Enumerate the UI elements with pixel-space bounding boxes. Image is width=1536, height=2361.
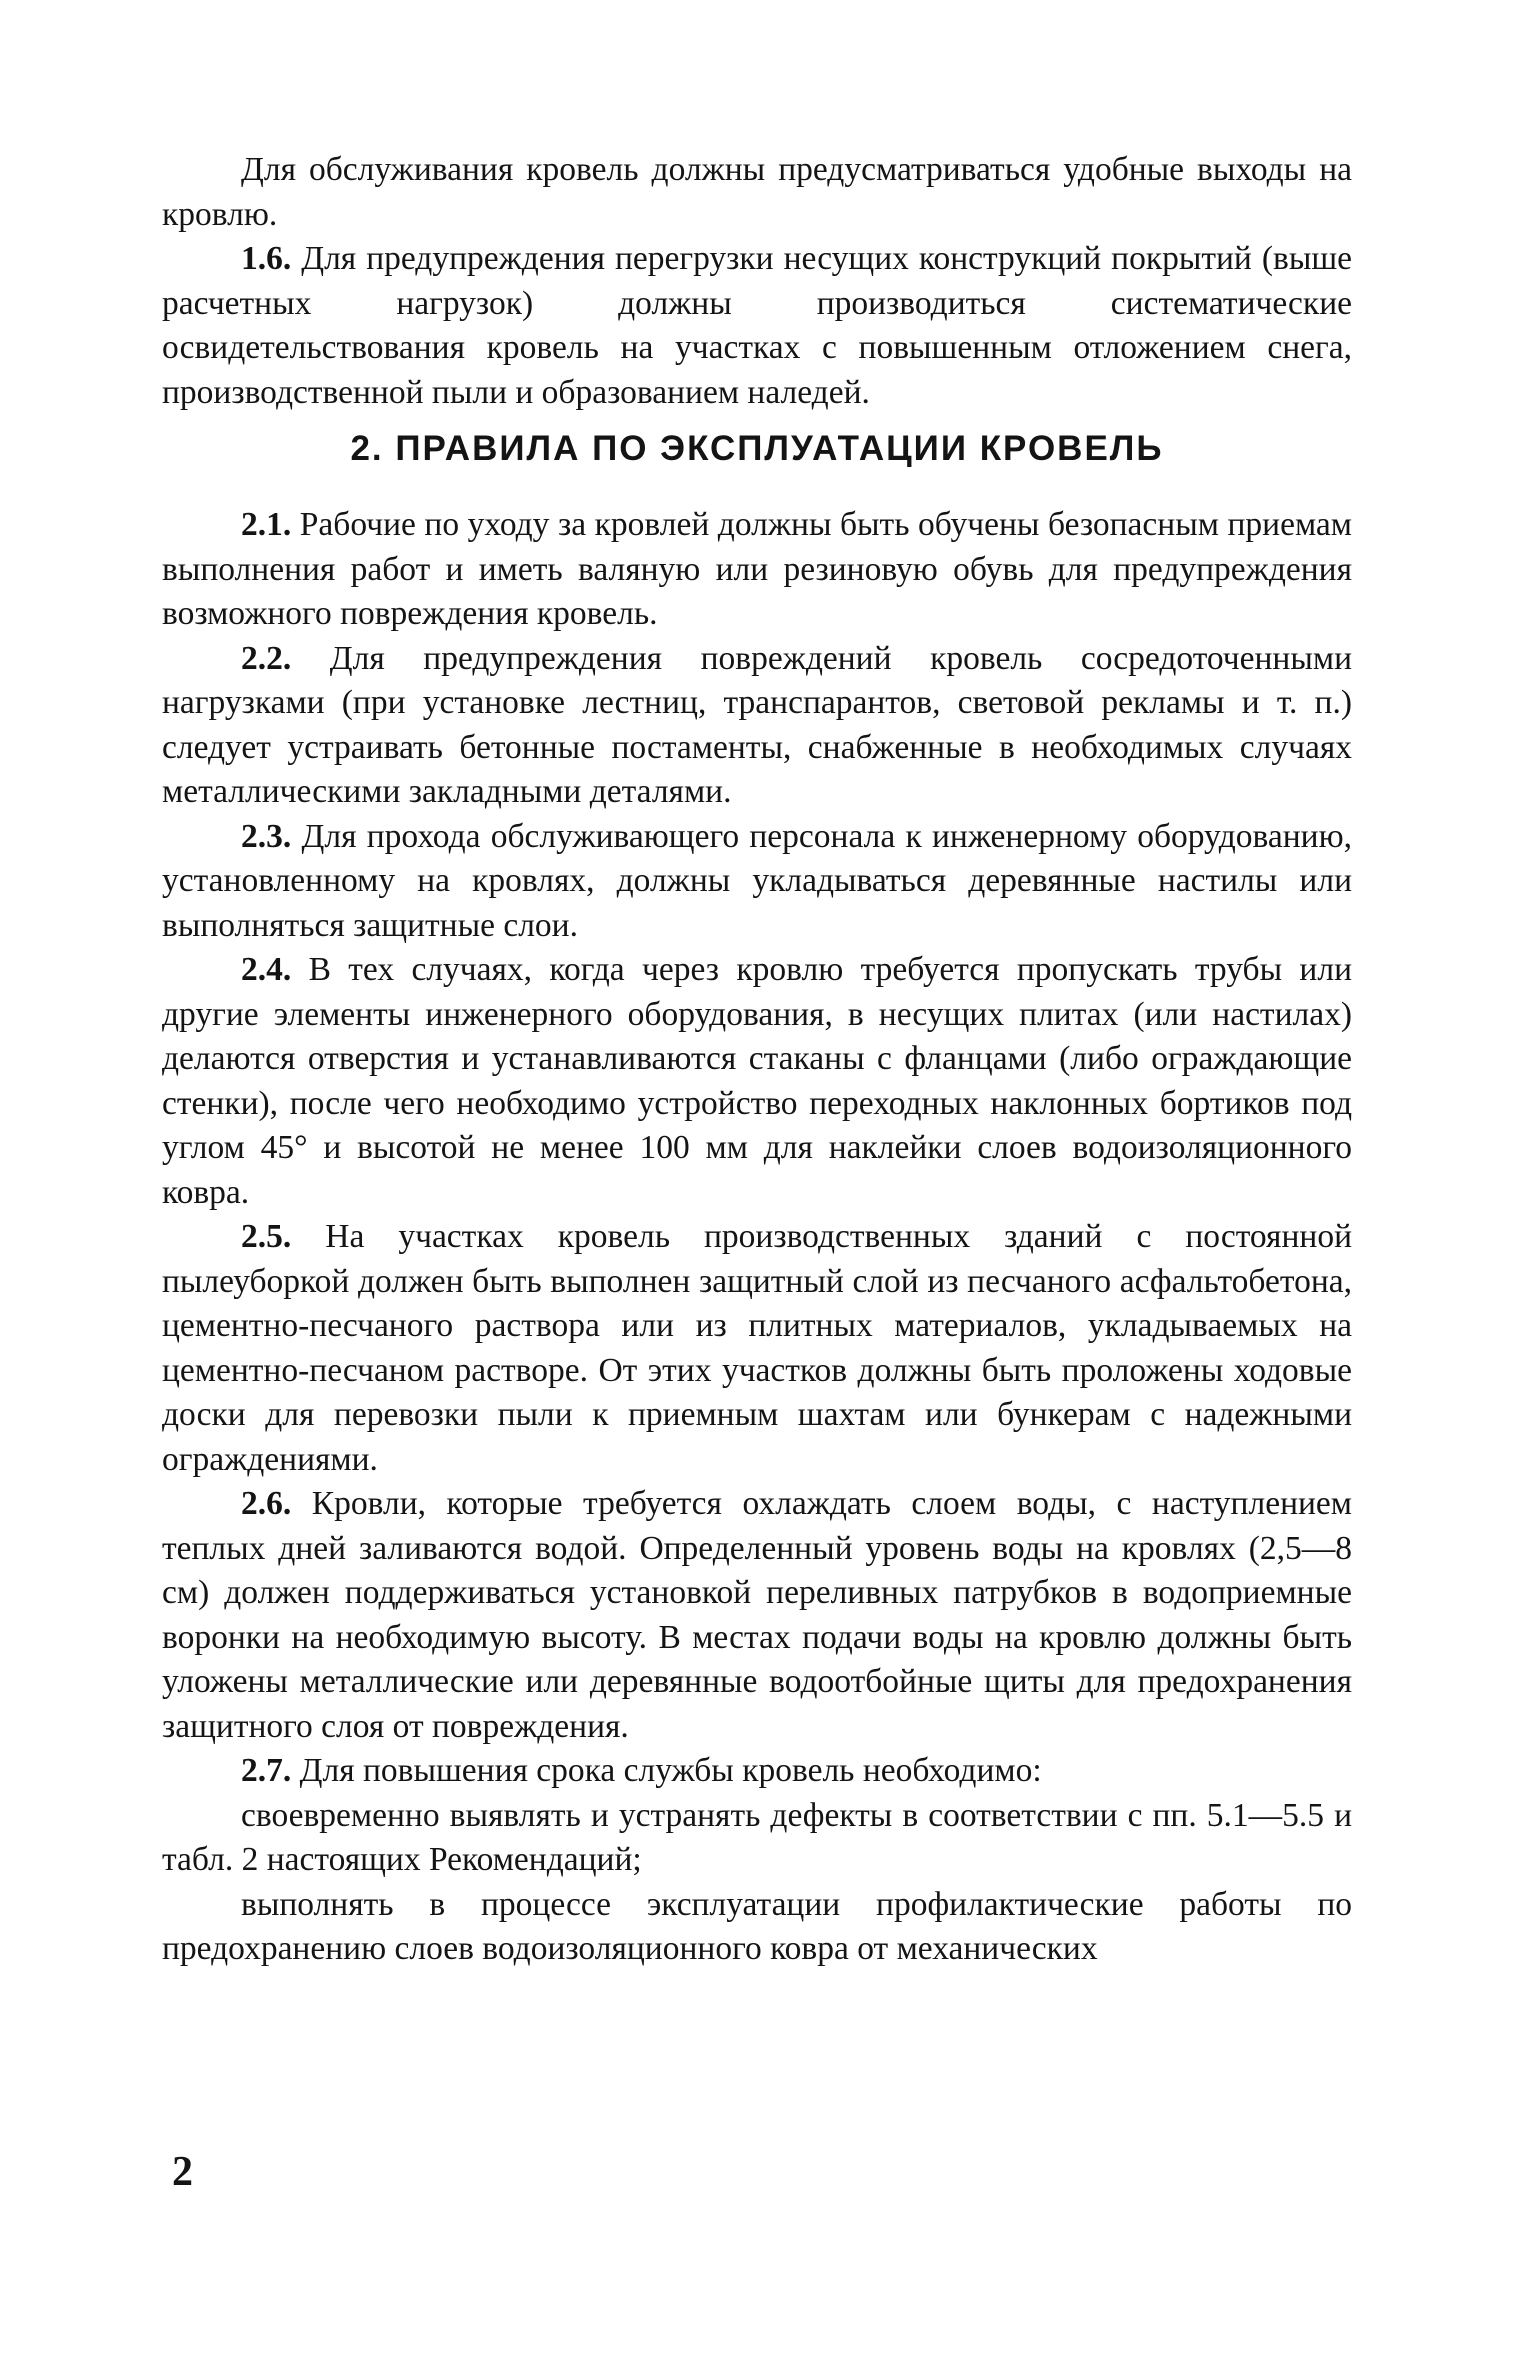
paragraph-1-6 [162, 237, 1352, 415]
paragraph-text: В тех случаях, когда через кровлю требуется пропускать трубы или другие элементы инженерного оборудования, в несущих плитах (или настилах) делаются отверстия и устанавливаются стаканы с фланцами (либо ограждающие стенки), после чего необходимо устройство переходных наклонных бортиков под углом 45° и высотой не менее 100 мм для наклейки слоев водоизоляционного ковра. [162, 951, 1352, 1211]
paragraph-2-4 [162, 948, 1352, 1215]
paragraph-number: 2.2. [241, 639, 292, 677]
paragraph-number: 2.3. [241, 817, 292, 855]
paragraph-2-6 [162, 1482, 1352, 1749]
paragraph-text: Для прохода обслуживающего персонала к инженерному оборудованию, установленному на кровлях, должны укладываться деревянные настилы или выполняться защитные слои. [162, 817, 1352, 944]
paragraph-text: На участках кровель производственных зданий с постоянной пылеуборкой должен быть выполнен защитный слой из песчаного асфальтобетона, цементно-песчаного раствора или из плитных материалов, укладываемых на цементно-песчаном растворе. От этих участков должны быть проложены ходовые доски для перевозки пыли к приемным шахтам или бункерам с надежными ограждениями. [162, 1218, 1352, 1478]
page-number: 2 [172, 2149, 193, 2195]
paragraph-intro-continuation: Для обслуживания кровель должны предусматриваться удобные выходы на кровлю. [162, 151, 1352, 233]
paragraph-number: 2.1. [241, 506, 292, 543]
paragraph-2-1 [162, 503, 1352, 637]
section-heading: 2. ПРАВИЛА ПО ЭКСПЛУАТАЦИИ КРОВЕЛЬ [350, 429, 1164, 468]
paragraph-2-7-item-1: своевременно выявлять и устранять дефекты в соответствии с пп. 5.1—5.5 и табл. 2 настоящих Рекомендаций; [162, 1796, 1352, 1878]
paragraph-2-7-item-2: выполнять в процессе эксплуатации профилактические работы по предохранению слоев водоизоляционного ковра от механических [162, 1885, 1352, 1967]
paragraph-2-3 [162, 815, 1352, 949]
document-page [162, 148, 1352, 1972]
paragraph-text: Для повышения срока службы кровель необходимо: [291, 1752, 1042, 1789]
paragraph-2-7 [162, 1749, 1352, 1794]
paragraph-text: Для предупреждения перегрузки несущих конструкций покрытий (выше расчетных нагрузок) должны производиться систематические освидетельствования кровель на участках с повышенным отложением снега, производственной пыли и образованием наледей. [162, 240, 1352, 411]
paragraph-2-5 [162, 1215, 1352, 1482]
paragraph-number: 2.4. [241, 951, 292, 988]
paragraph-text: Для предупреждения повреждений кровель сосредоточенными нагрузками (при установке лестниц, транспарантов, световой рекламы и т. п.) следует устраивать бетонные постаменты, снабженные в необходимых случаях металлическими закладными деталями. [162, 639, 1352, 810]
paragraph-number: 2.7. [241, 1752, 292, 1789]
paragraph-text: Кровли, которые требуется охлаждать слоем воды, с наступлением теплых дней заливаются водой. Определенный уровень воды на кровлях (2,5—8 см) должен поддерживаться установкой переливных патрубков в водоприемные воронки на необходимую высоту. В местах подачи воды на кровлю должны быть уложены металлические или деревянные водоотбойные щиты для предохранения защитного слоя от повреждения. [162, 1485, 1352, 1745]
paragraph-2-2 [162, 637, 1352, 815]
paragraph-number: 2.5. [241, 1218, 292, 1255]
paragraph-text: Рабочие по уходу за кровлей должны быть обучены безопасным приемам выполнения работ и иметь валяную или резиновую обувь для предупреждения возможного повреждения кровель. [162, 506, 1352, 632]
paragraph-number: 2.6. [241, 1485, 292, 1522]
paragraph-number: 1.6. [241, 240, 292, 277]
